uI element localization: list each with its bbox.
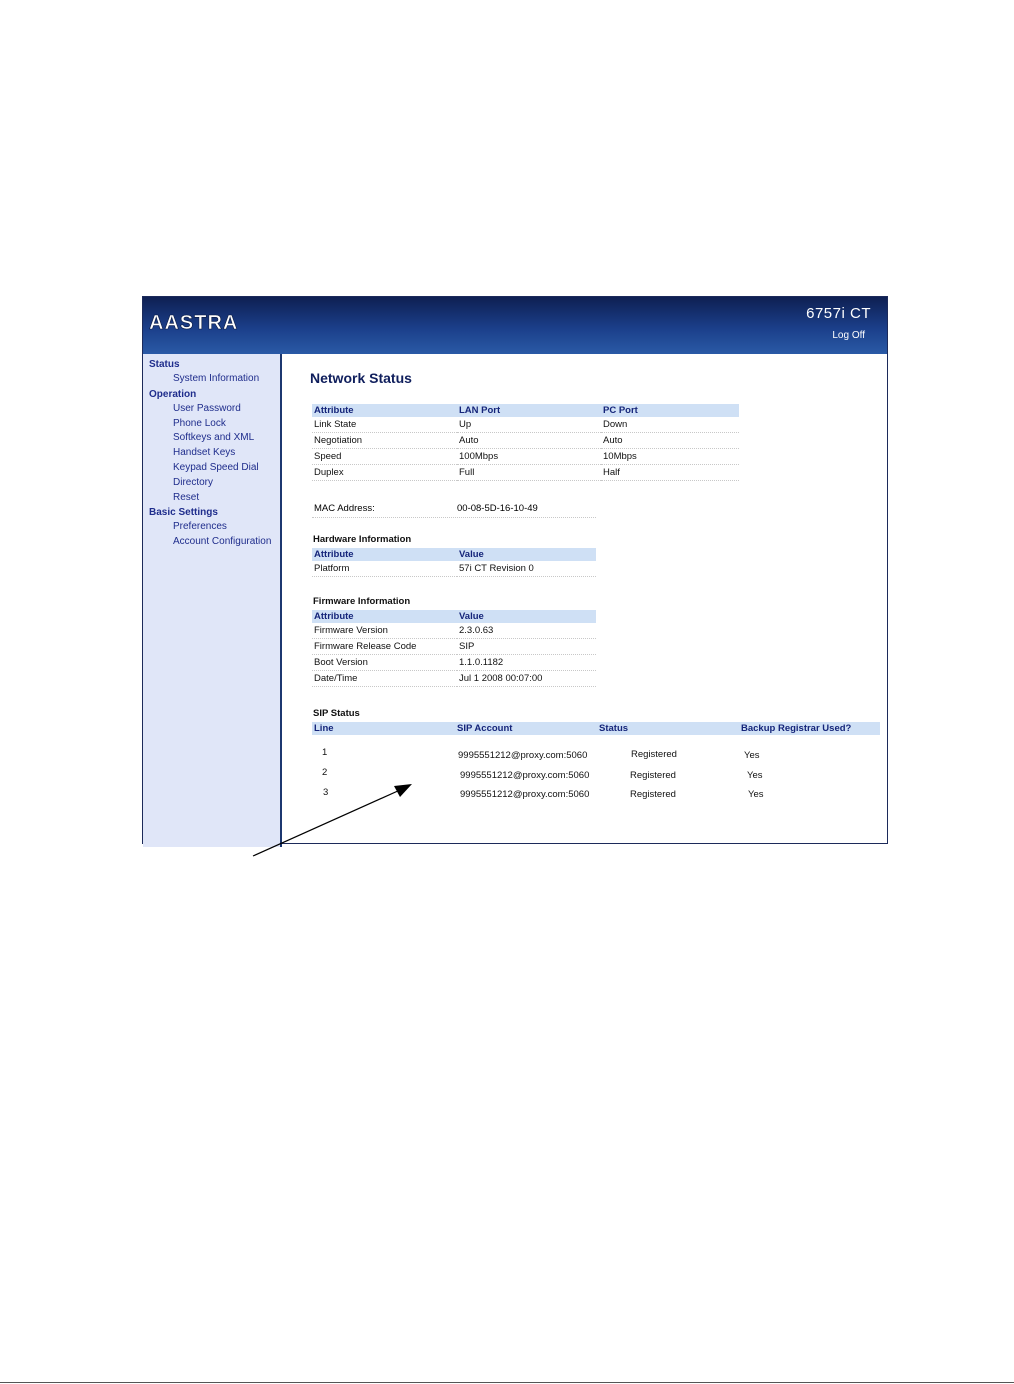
network-header-pc: PC Port xyxy=(601,404,739,417)
firmware-cell: Jul 1 2008 00:07:00 xyxy=(457,671,596,687)
hardware-header-attribute: Attribute xyxy=(312,548,457,561)
nav-item-handset-keys[interactable]: Handset Keys xyxy=(173,447,236,459)
sip-header-backup: Backup Registrar Used? xyxy=(739,722,880,735)
sip-status: Registered xyxy=(630,789,676,800)
hardware-section-title: Hardware Information xyxy=(313,534,412,545)
firmware-section-title: Firmware Information xyxy=(313,596,411,607)
network-cell: Auto xyxy=(457,433,601,449)
firmware-cell: Date/Time xyxy=(312,671,457,687)
sip-backup: Yes xyxy=(747,770,763,781)
device-model: 6757i CT xyxy=(806,305,871,322)
nav-section-basic-settings[interactable]: Basic Settings xyxy=(149,507,218,519)
nav-item-softkeys-xml[interactable]: Softkeys and XML xyxy=(173,432,255,444)
network-cell: 10Mbps xyxy=(601,449,739,465)
firmware-cell: SIP xyxy=(457,639,596,655)
page-title: Network Status xyxy=(310,370,412,386)
network-cell: Negotiation xyxy=(312,433,457,449)
nav-section-operation[interactable]: Operation xyxy=(149,388,197,400)
network-cell: Down xyxy=(601,417,739,433)
firmware-header-value: Value xyxy=(457,610,596,623)
network-cell: Half xyxy=(601,465,739,481)
hardware-cell: 57i CT Revision 0 xyxy=(457,561,596,577)
sip-section-title: SIP Status xyxy=(313,708,360,719)
nav-item-keypad-speed-dial[interactable]: Keypad Speed Dial xyxy=(173,461,259,473)
network-header-lan: LAN Port xyxy=(457,404,601,417)
firmware-cell: Boot Version xyxy=(312,655,457,671)
sip-backup: Yes xyxy=(744,750,760,761)
page-bottom-rule xyxy=(0,1382,1014,1383)
sip-account: 9995551212@proxy.com:5060 xyxy=(458,750,588,761)
nav-item-user-password[interactable]: User Password xyxy=(173,402,241,414)
sip-line: 2 xyxy=(322,767,328,778)
network-cell: 100Mbps xyxy=(457,449,601,465)
sip-account: 9995551212@proxy.com:5060 xyxy=(460,770,590,781)
firmware-cell: Firmware Release Code xyxy=(312,639,457,655)
sip-line: 3 xyxy=(323,787,329,798)
nav-item-reset[interactable]: Reset xyxy=(173,491,200,503)
firmware-cell: 2.3.0.63 xyxy=(457,623,596,639)
hardware-header-value: Value xyxy=(457,548,596,561)
network-cell: Speed xyxy=(312,449,457,465)
network-cell: Link State xyxy=(312,417,457,433)
network-cell: Auto xyxy=(601,433,739,449)
sip-line: 1 xyxy=(322,747,328,758)
logoff-link[interactable]: Log Off xyxy=(832,330,865,341)
nav-item-system-information[interactable]: System Information xyxy=(173,373,260,384)
sip-header-account: SIP Account xyxy=(455,722,597,735)
nav-section-status[interactable]: Status xyxy=(149,359,180,370)
logo-text: AASTRA xyxy=(149,312,239,334)
mac-address-value: 00-08-5D-16-10-49 xyxy=(457,503,538,514)
nav-item-phone-lock[interactable]: Phone Lock xyxy=(173,417,226,429)
nav-item-account-configuration[interactable]: Account Configuration xyxy=(173,536,272,548)
network-cell: Duplex xyxy=(312,465,457,481)
sip-status: Registered xyxy=(630,770,676,781)
sip-header-status: Status xyxy=(597,722,739,735)
firmware-header-attribute: Attribute xyxy=(312,610,457,623)
sip-status: Registered xyxy=(631,749,677,760)
network-cell: Full xyxy=(457,465,601,481)
network-header-attribute: Attribute xyxy=(312,404,457,417)
firmware-cell: Firmware Version xyxy=(312,623,457,639)
mac-address-label: MAC Address: xyxy=(314,503,375,514)
sip-header-line: Line xyxy=(312,722,455,735)
sip-account: 9995551212@proxy.com:5060 xyxy=(460,789,590,800)
nav-item-directory[interactable]: Directory xyxy=(173,476,214,488)
network-cell: Up xyxy=(457,417,601,433)
sip-backup: Yes xyxy=(748,789,764,800)
firmware-cell: 1.1.0.1182 xyxy=(457,655,596,671)
hardware-cell: Platform xyxy=(312,561,457,577)
nav-item-preferences[interactable]: Preferences xyxy=(173,521,227,533)
